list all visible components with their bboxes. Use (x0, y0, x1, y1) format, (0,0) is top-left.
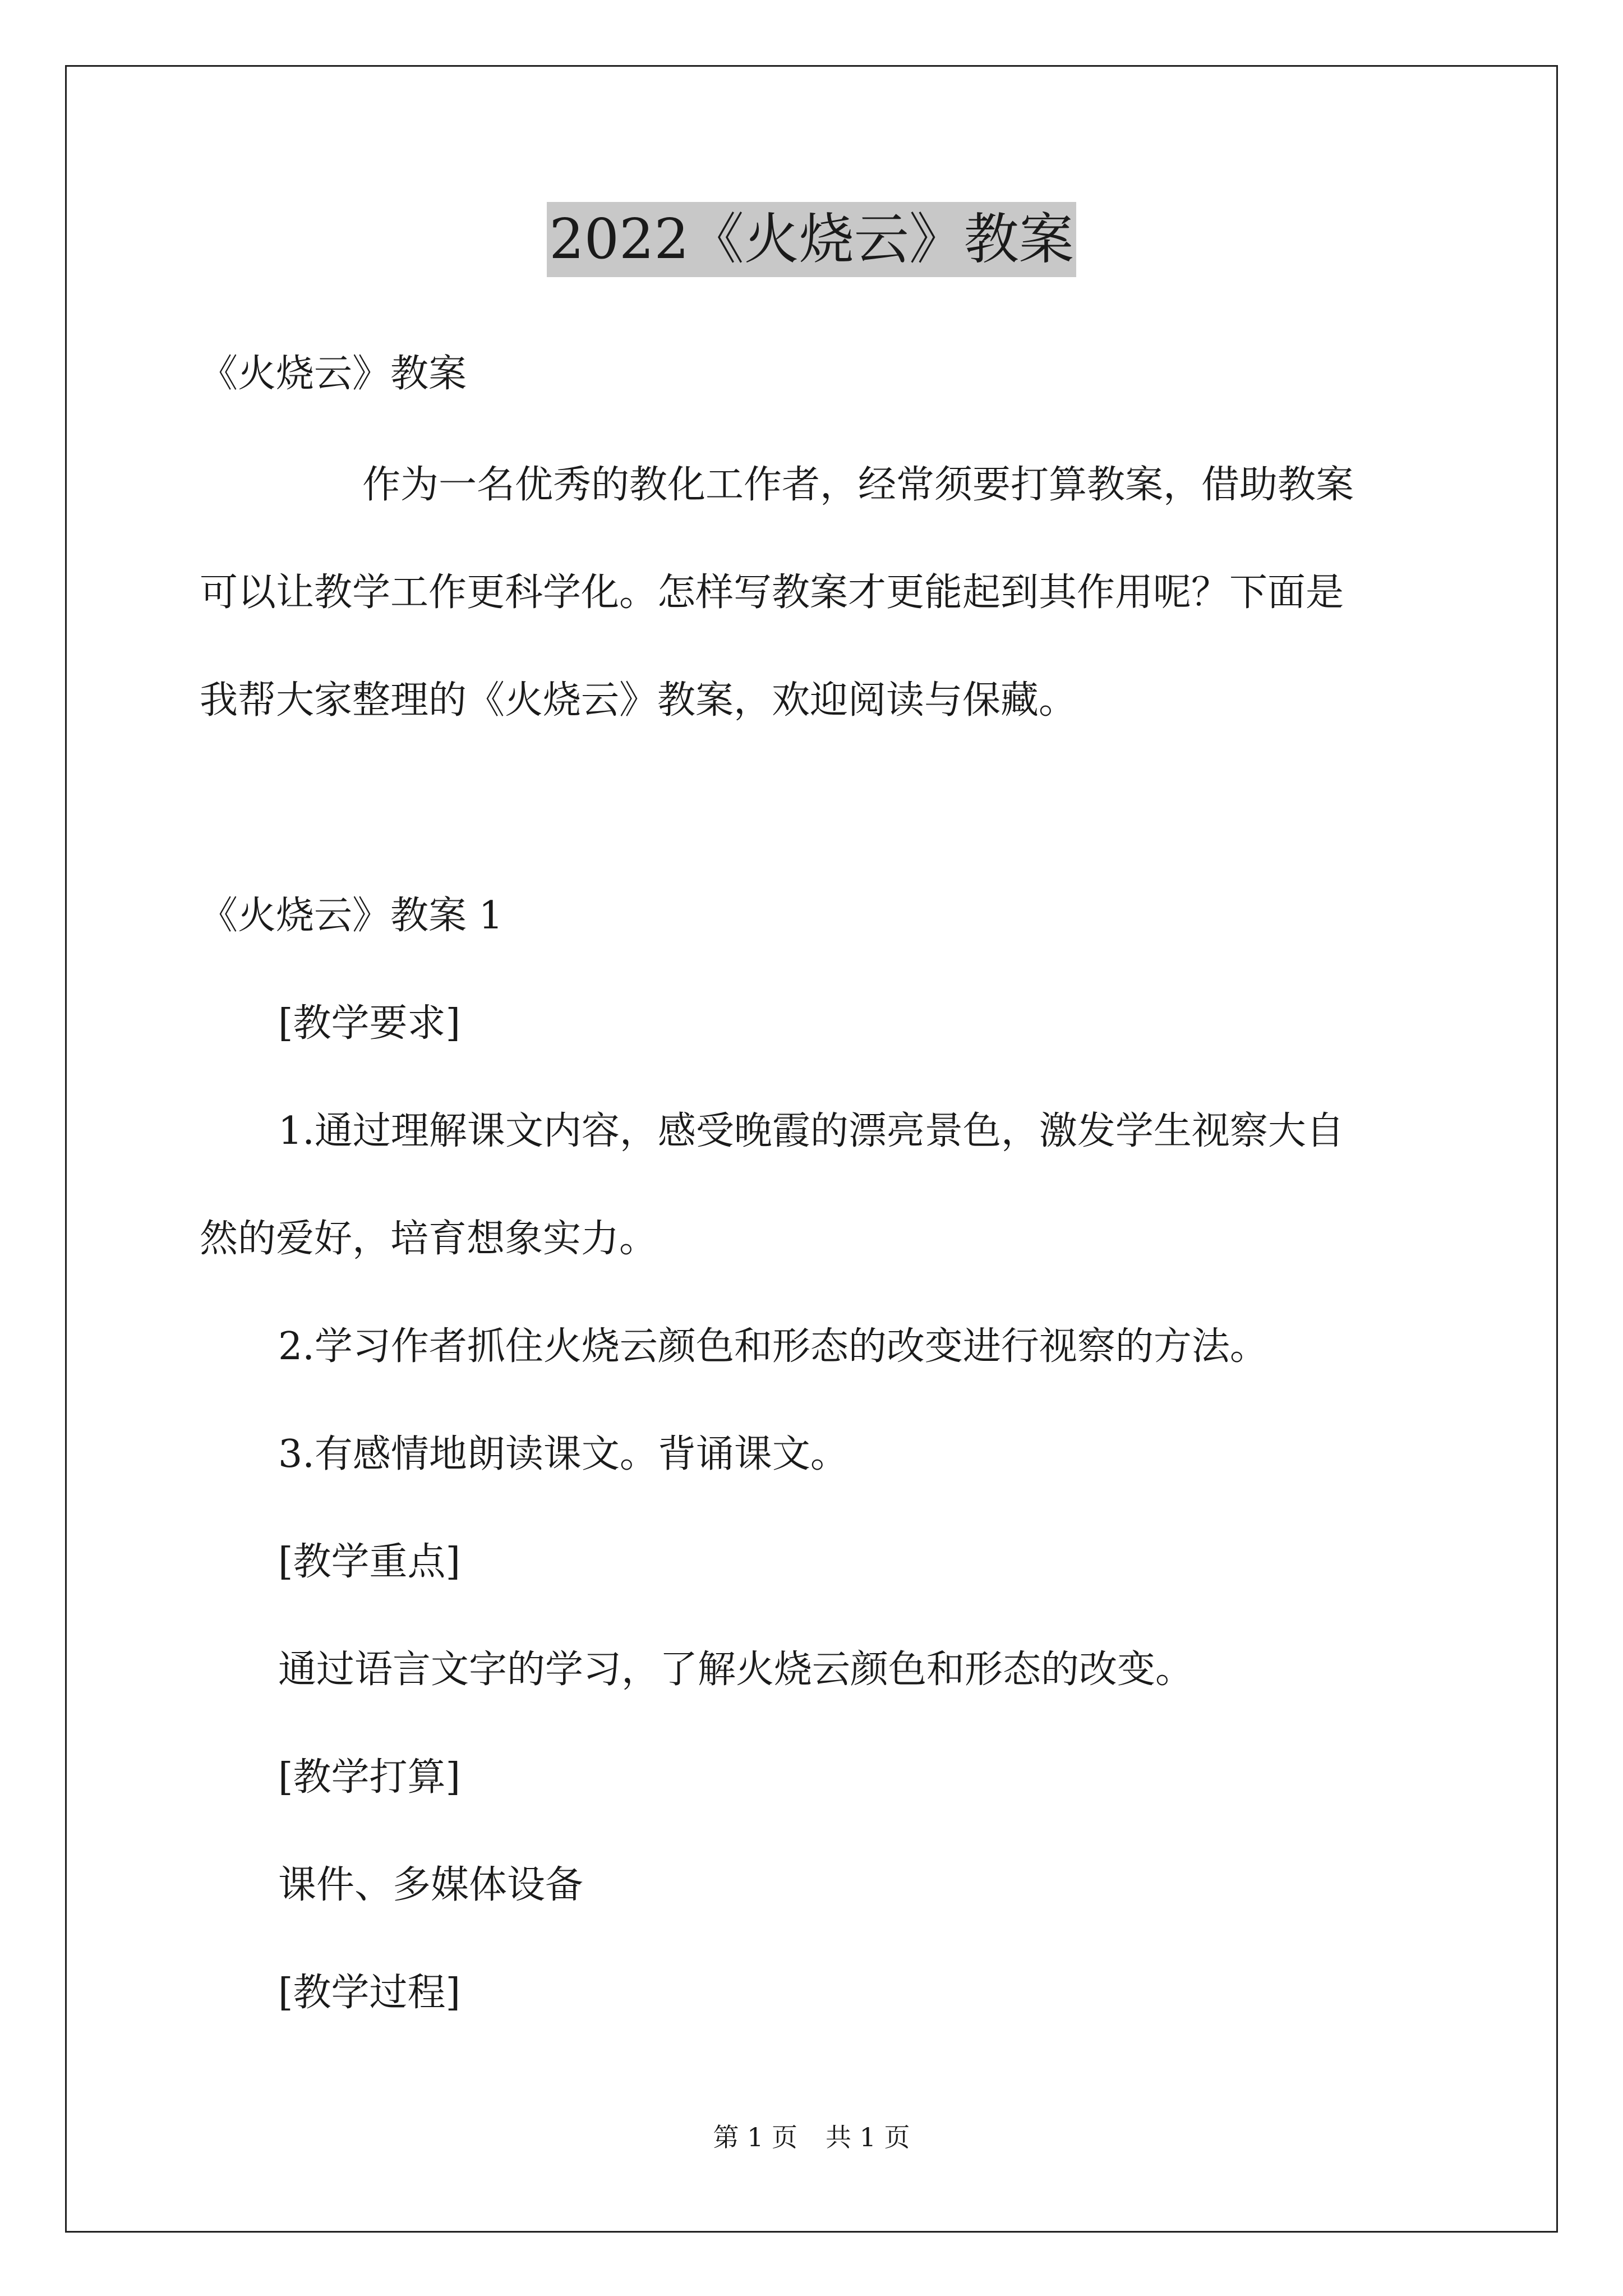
page-total: 共 1 页 (826, 2122, 910, 2152)
paragraph-line: 可以让教学工作更科学化。怎样写教案才更能起到其作用呢？下面是 (200, 570, 1344, 615)
section-label: [教学要求] (278, 1001, 461, 1046)
paragraph-line: 我帮大家整理的《火烧云》教案，欢迎阅读与保藏。 (200, 678, 1077, 723)
paragraph-line: 2.学习作者抓住火烧云颜色和形态的改变进行视察的方法。 (278, 1324, 1268, 1369)
paragraph-line: 通过语言文字的学习，了解火烧云颜色和形态的改变。 (278, 1648, 1194, 1692)
paragraph-line: 作为一名优秀的教化工作者，经常须要打算教案，借助教案 (362, 463, 1354, 507)
paragraph-line: 然的爱好，培育想象实力。 (200, 1217, 658, 1261)
paragraph-line: 课件、多媒体设备 (278, 1863, 584, 1907)
paragraph-line: 3.有感情地朗读课文。背诵课文。 (278, 1432, 849, 1476)
section-label: [教学打算] (278, 1755, 461, 1800)
section-label: [教学过程] (278, 1971, 461, 2015)
paragraph-line: 1.通过理解课文内容，感受晚霞的漂亮景色，激发学生视察大自 (278, 1109, 1344, 1153)
subtitle: 《火烧云》教案 (200, 352, 467, 396)
section-heading: 《火烧云》教案 1 (200, 894, 503, 938)
title-container (0, 202, 1623, 277)
page-number: 第 1 页 (713, 2122, 797, 2152)
document-title: 2022《火烧云》教案 (547, 202, 1076, 277)
page-footer (0, 2120, 1623, 2154)
section-label: [教学重点] (278, 1540, 461, 1584)
